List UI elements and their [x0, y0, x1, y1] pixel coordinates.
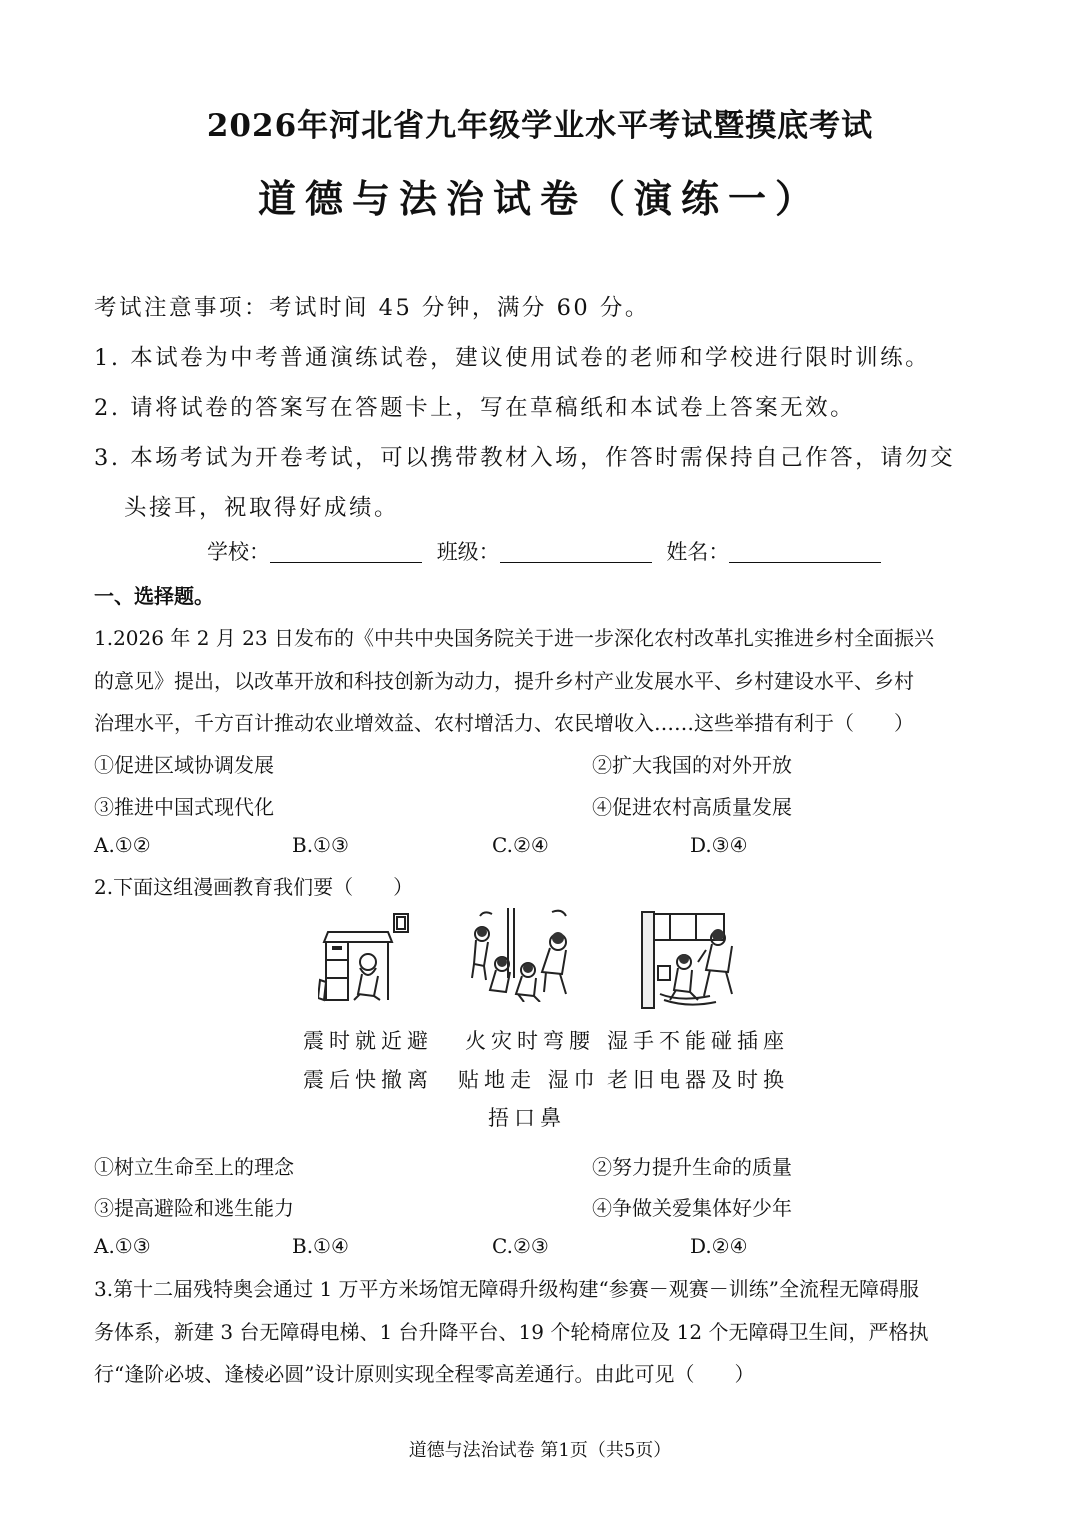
q1-stem-line-3: 治理水平，千方百计推动农业增效益、农村增活力、农民增收入……这些举措有利于（ ）	[94, 711, 914, 735]
class-label: 班级：	[436, 540, 500, 564]
fire-escape-comic	[462, 908, 582, 1002]
comic2-caption-line-2: 贴地走 湿巾	[458, 1068, 600, 1092]
earthquake-desk-comic	[318, 910, 418, 1006]
q1-statement-2: ②扩大我国的对外开放	[592, 753, 792, 777]
class-blank[interactable]	[500, 542, 652, 563]
q3-stem-line-1: 3.第十二届残特奥会通过 1 万平方米场馆无障碍升级构建“参赛－观赛－训练”全流程无障碍服	[94, 1277, 919, 1301]
page-footer: 道德与法治试卷 第1页（共5页）	[408, 1440, 672, 1461]
section-heading: 一、选择题。	[94, 584, 214, 608]
q1-stem-line-1: 1.2026 年 2 月 23 日发布的《中共中央国务院关于进一步深化农村改革扎实推进乡村全面振兴	[94, 626, 934, 650]
comic2-caption-line-1: 火灾时弯腰	[465, 1029, 595, 1053]
notes-heading: 考试注意事项：考试时间 45 分钟，满分 60 分。	[94, 295, 650, 321]
comic2-caption-line-3: 捂口鼻	[488, 1106, 566, 1130]
exam-title: 2026年河北省九年级学业水平考试暨摸底考试	[206, 108, 874, 144]
name-label: 姓名：	[666, 540, 730, 564]
q1-option-a[interactable]: A.①②	[94, 833, 151, 857]
q3-stem-line-2: 务体系，新建 3 台无障碍电梯、1 台升降平台、19 个轮椅席位及 12 个无障碍卫生间，严格执	[94, 1320, 929, 1344]
comic3-caption-line-2: 老旧电器及时换	[607, 1068, 789, 1092]
q2-statement-3: ③提高避险和逃生能力	[94, 1196, 294, 1220]
q2-option-c[interactable]: C.②③	[492, 1234, 549, 1258]
notes-item-2: 2. 请将试卷的答案写在答题卡上，写在草稿纸和本试卷上答案无效。	[94, 395, 856, 421]
q2-option-b[interactable]: B.①④	[292, 1234, 349, 1258]
q2-option-d[interactable]: D.②④	[690, 1234, 748, 1258]
q1-statement-1: ①促进区域协调发展	[94, 753, 274, 777]
q2-statement-2: ②努力提升生命的质量	[592, 1155, 792, 1179]
comic3-caption-line-1: 湿手不能碰插座	[607, 1029, 789, 1053]
name-blank[interactable]	[729, 542, 881, 563]
school-label: 学校：	[207, 540, 270, 564]
student-info-fields	[207, 536, 889, 566]
exam-subtitle: 道德与法治试卷（演练一）	[257, 177, 822, 221]
q2-stem: 2.下面这组漫画教育我们要（ ）	[94, 875, 414, 899]
notes-item-3: 3. 本场考试为开卷考试，可以携带教材入场，作答时需保持自己作答，请勿交	[94, 445, 956, 471]
q1-statement-4: ④促进农村高质量发展	[592, 795, 792, 819]
q2-statement-4: ④争做关爱集体好少年	[592, 1196, 792, 1220]
q2-option-a[interactable]: A.①③	[94, 1234, 151, 1258]
comic1-caption-line-2: 震后快撤离	[303, 1068, 433, 1092]
notes-item-3-cont: 头接耳，祝取得好成绩。	[124, 495, 400, 521]
q3-stem-line-3: 行“逢阶必坡、逢棱必圆”设计原则实现全程零高差通行。由此可见（ ）	[94, 1362, 755, 1386]
q1-statement-3: ③推进中国式现代化	[94, 795, 274, 819]
school-blank[interactable]	[270, 542, 422, 563]
notes-item-1: 1. 本试卷为中考普通演练试卷，建议使用试卷的老师和学校进行限时训练。	[94, 345, 931, 371]
comic1-caption-line-1: 震时就近避	[303, 1029, 433, 1053]
q1-option-b[interactable]: B.①③	[292, 833, 349, 857]
q1-stem-line-2: 的意见》提出，以改革开放和科技创新为动力，提升乡村产业发展水平、乡村建设水平、乡村	[94, 669, 914, 693]
socket-safety-comic	[640, 910, 744, 1010]
q1-option-c[interactable]: C.②④	[492, 833, 549, 857]
q2-statement-1: ①树立生命至上的理念	[94, 1155, 294, 1179]
q1-option-d[interactable]: D.③④	[690, 833, 748, 857]
